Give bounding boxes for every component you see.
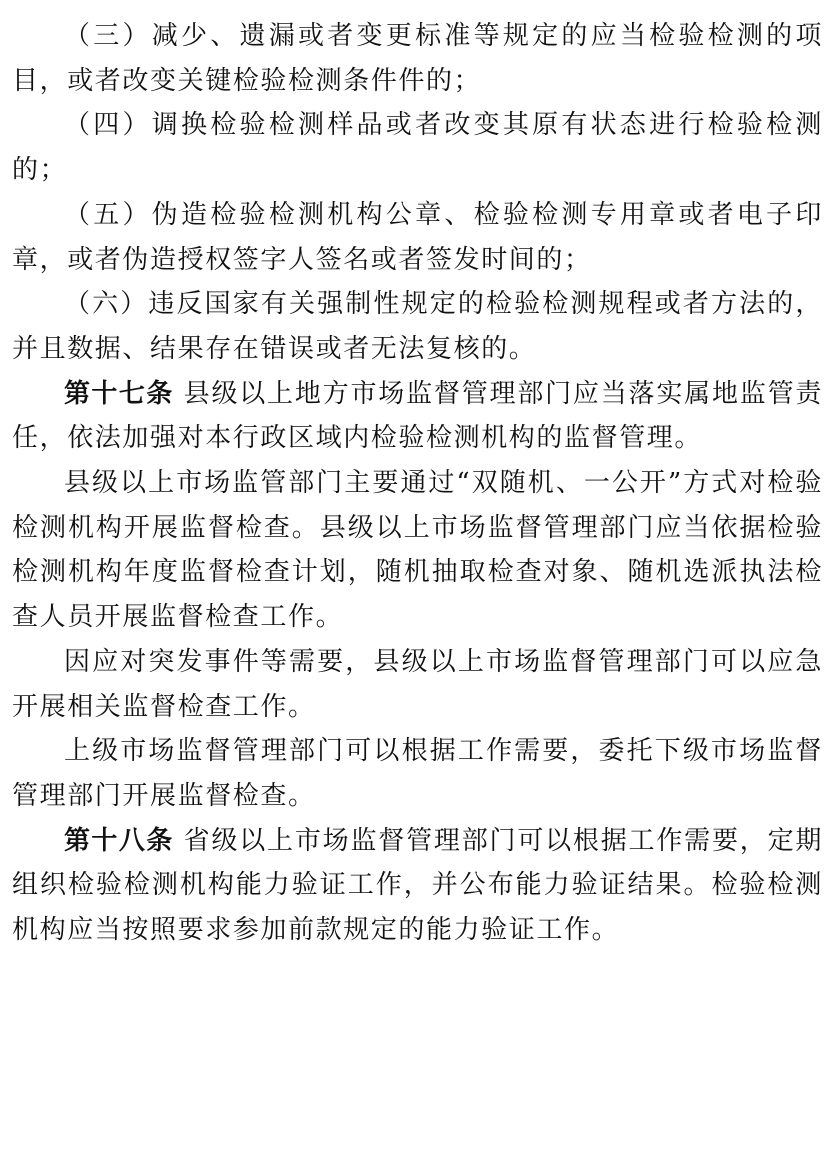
- paragraph-text: 因应对突发事件等需要，县级以上市场监督管理部门可以应急开展相关监督检查工作。: [12, 646, 823, 722]
- clause-three: [12, 14, 823, 103]
- article-seventeen-p3: [12, 640, 823, 729]
- paragraph-text: 省级以上市场监督管理部门可以根据工作需要，定期组织检验检测机构能力验证工作，并公布能力验证结果。检验检测机构应当按照要求参加前款规定的能力验证工作。: [12, 825, 823, 946]
- article-seventeen: [12, 372, 823, 461]
- paragraph-text: 县级以上地方市场监督管理部门应当落实属地监管责任，依法加强对本行政区域内检验检测机构的监督管理。: [12, 378, 823, 454]
- paragraph-text: （五）伪造检验检测机构公章、检验检测专用章或者电子印章，或者伪造授权签字人签名或者签发时间的；: [12, 199, 823, 275]
- paragraph-text: 县级以上市场监管部门主要通过“双随机、一公开”方式对检验检测机构开展监督检查。县级以上市场监督管理部门应当依据检验检测机构年度监督检查计划，随机抽取检查对象、随机选派执法检查人员开展监督检查工作。: [12, 468, 823, 633]
- clause-six: [12, 282, 823, 371]
- article-heading: 第十八条: [64, 825, 174, 856]
- article-seventeen-p2: [12, 461, 823, 640]
- paragraph-text: （四）调换检验检测样品或者改变其原有状态进行检验检测的；: [12, 110, 823, 186]
- paragraph-text: 上级市场监督管理部门可以根据工作需要，委托下级市场监督管理部门开展监督检查。: [12, 736, 823, 811]
- article-seventeen-p4: [12, 729, 823, 818]
- paragraph-text: （六）违反国家有关强制性规定的检验检测规程或者方法的，并且数据、结果存在错误或者无法复核的。: [12, 289, 823, 364]
- clause-five: [12, 193, 823, 282]
- clause-four: [12, 103, 823, 192]
- article-eighteen: [12, 819, 823, 953]
- paragraph-text: （三）减少、遗漏或者变更标准等规定的应当检验检测的项目，或者改变关键检验检测条件件的；: [12, 21, 823, 96]
- article-heading: 第十七条: [64, 378, 174, 409]
